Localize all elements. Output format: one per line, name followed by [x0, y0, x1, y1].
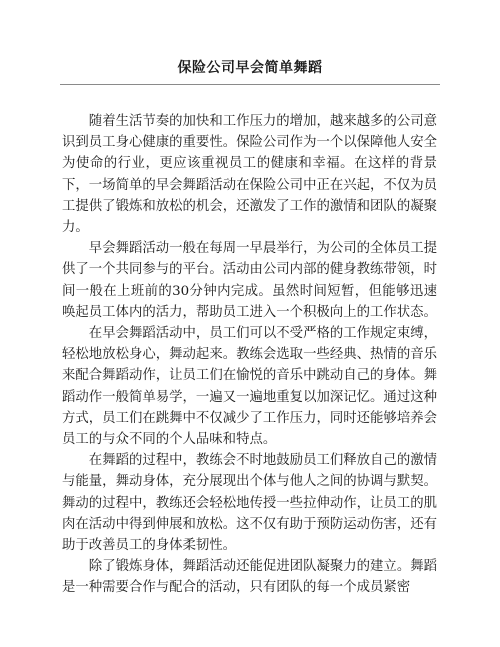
document-title: 保险公司早会简单舞蹈	[177, 60, 323, 76]
paragraph-4: 在舞蹈的过程中，教练会不时地鼓励员工们释放自己的激情与能量，舞动身体，充分展现出个体与他人之间的协调与默契。舞动的过程中，教练还会轻松地传授一些拉伸动作，让员工的肌肉在活动中得到伸展和放松。这不仅有助于预防运动伤害，还有助于改善员工的身体柔韧性。	[62, 453, 437, 554]
paragraph-3: 在早会舞蹈活动中，员工们可以不受严格的工作规定束缚，轻松地放松身心，舞动起来。教练会选取一些经典、热情的音乐来配合舞蹈动作，让员工们在愉悦的音乐中跳动自己的身体。舞蹈动作一般简单易学，一遍又一遍地重复以加深记忆。通过这种方式，员工们在跳舞中不仅减少了工作压力，同时还能够培养会员工的与众不同的个人品味和特点。	[62, 326, 437, 448]
document-body	[62, 111, 437, 599]
paragraph-1: 随着生活节奏的加快和工作压力的增加，越来越多的公司意识到员工身心健康的重要性。保险公司作为一个以保障他人安全为使命的行业，更应该重视员工的健康和幸福。在这样的背景下，一场简单的早会舞蹈活动在保险公司中正在兴起，不仅为员工提供了锻炼和放松的机会，还激发了工作的激情和团队的凝聚力。	[62, 114, 437, 236]
title-divider	[60, 84, 440, 85]
paragraph-2: 早会舞蹈活动一般在每周一早晨举行，为公司的全体员工提供了一个共同参与的平台。活动由公司内部的健身教练带领，时间一般在上班前的30分钟内完成。虽然时间短暂，但能够迅速唤起员工体内的活力，帮助员工进入一个积极向上的工作状态。	[62, 241, 437, 320]
paragraph-5: 除了锻炼身体，舞蹈活动还能促进团队凝聚力的建立。舞蹈是一种需要合作与配合的活动，只有团队的每一个成员紧密	[62, 559, 437, 596]
